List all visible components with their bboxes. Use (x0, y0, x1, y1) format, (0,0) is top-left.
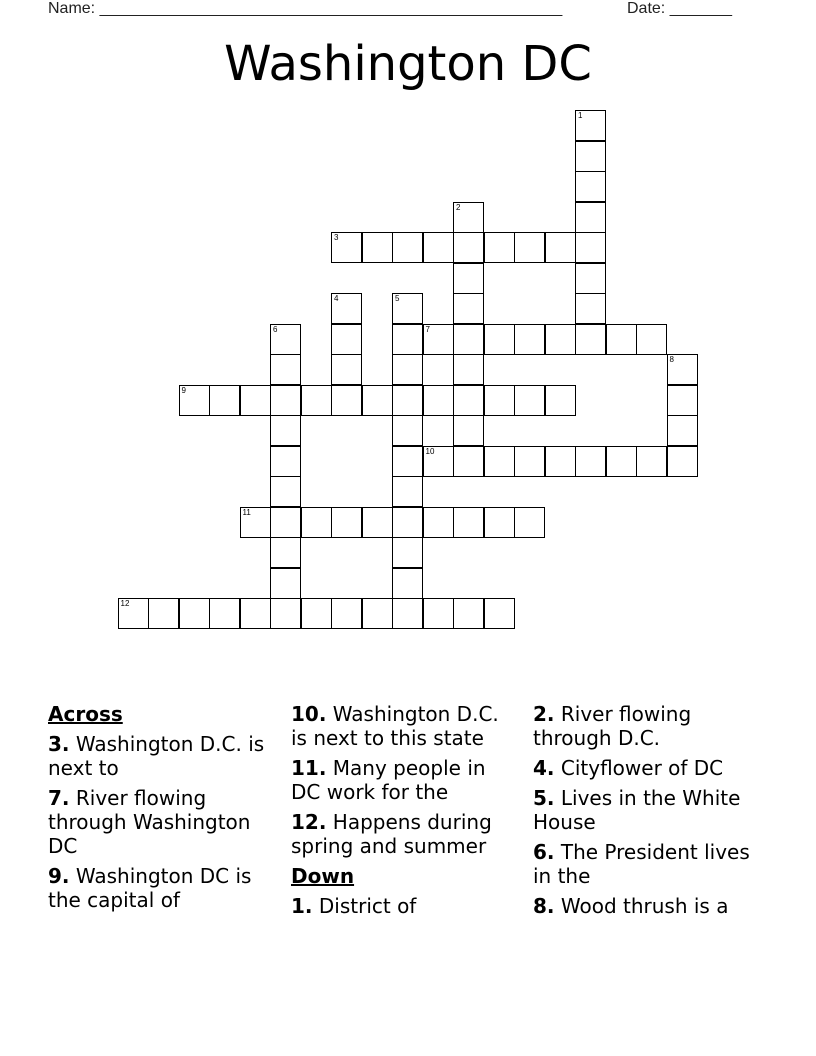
down-clue-5 (533, 786, 763, 834)
grid-cell-10[interactable] (423, 446, 454, 477)
grid-cell[interactable] (331, 354, 362, 385)
grid-cell[interactable] (453, 507, 484, 538)
grid-cell[interactable] (453, 385, 484, 416)
clue-number: 8. (533, 894, 555, 918)
grid-cell[interactable] (392, 446, 423, 477)
grid-cell[interactable] (423, 385, 454, 416)
clue-text: Cityflower of DC (560, 756, 724, 780)
grid-cell[interactable] (331, 598, 362, 629)
across-clue-12 (291, 810, 521, 858)
cell-number: 12 (120, 599, 130, 608)
clue-number: 4. (533, 756, 555, 780)
date-field-label: Date: _______ (627, 0, 732, 17)
grid-cell[interactable] (240, 385, 271, 416)
grid-cell[interactable] (148, 598, 179, 629)
grid-cell[interactable] (667, 385, 698, 416)
page-title: Washington DC (224, 36, 592, 92)
grid-cell[interactable] (667, 446, 698, 477)
cell-number: 9 (181, 385, 186, 395)
grid-cell[interactable] (270, 598, 301, 629)
grid-cell[interactable] (270, 385, 301, 416)
down-clue-6 (533, 840, 763, 888)
grid-cell[interactable] (453, 293, 484, 324)
grid-cell-7[interactable] (423, 324, 454, 355)
grid-cell[interactable] (636, 324, 667, 355)
across-clue-3 (48, 732, 278, 780)
grid-cell[interactable] (575, 446, 606, 477)
grid-cell[interactable] (392, 598, 423, 629)
grid-cell[interactable] (453, 263, 484, 294)
grid-cell[interactable] (392, 476, 423, 507)
clue-column-1 (48, 702, 278, 918)
grid-cell[interactable] (392, 415, 423, 446)
grid-cell[interactable] (270, 507, 301, 538)
grid-cell[interactable] (575, 202, 606, 233)
grid-cell[interactable] (575, 171, 606, 202)
clue-text: Washington D.C. is next to (48, 732, 265, 780)
cell-number: 3 (334, 233, 339, 242)
grid-cell-11[interactable] (240, 507, 271, 538)
clue-number: 9. (48, 864, 70, 888)
grid-cell[interactable] (331, 324, 362, 355)
across-heading: Across (48, 702, 123, 726)
grid-cell[interactable] (606, 446, 637, 477)
grid-cell[interactable] (392, 568, 423, 599)
clue-column-3 (533, 702, 763, 924)
grid-cell[interactable] (301, 385, 332, 416)
grid-cell-3[interactable] (331, 232, 362, 263)
grid-cell[interactable] (301, 598, 332, 629)
grid-cell[interactable] (209, 385, 240, 416)
clue-text: The President lives in the (533, 840, 750, 888)
grid-cell[interactable] (362, 232, 393, 263)
grid-cell[interactable] (453, 324, 484, 355)
clue-number: 11. (291, 756, 327, 780)
clue-text: Washington D.C. is next to this state (291, 702, 499, 750)
grid-cell[interactable] (392, 507, 423, 538)
grid-cell[interactable] (514, 232, 545, 263)
grid-cell[interactable] (331, 507, 362, 538)
grid-cell[interactable] (484, 232, 515, 263)
grid-cell[interactable] (636, 446, 667, 477)
grid-cell[interactable] (484, 598, 515, 629)
grid-cell[interactable] (392, 232, 423, 263)
grid-cell[interactable] (270, 415, 301, 446)
clue-text: District of (318, 894, 417, 918)
grid-cell[interactable] (606, 324, 637, 355)
grid-cell[interactable] (453, 354, 484, 385)
grid-cell[interactable] (362, 507, 393, 538)
down-clue-2 (533, 702, 763, 750)
grid-cell[interactable] (575, 232, 606, 263)
clue-number: 12. (291, 810, 327, 834)
grid-cell[interactable] (484, 507, 515, 538)
grid-cell[interactable] (545, 385, 576, 416)
clue-number: 5. (533, 786, 555, 810)
grid-cell[interactable] (575, 263, 606, 294)
clue-number: 10. (291, 702, 327, 726)
grid-cell[interactable] (453, 446, 484, 477)
cell-number: 11 (242, 507, 251, 517)
grid-cell[interactable] (331, 385, 362, 416)
cell-number: 10 (425, 446, 435, 456)
cell-number: 5 (395, 294, 400, 303)
clue-text: Washington DC is the capital of (48, 864, 252, 912)
clue-text: Lives in the White House (533, 786, 741, 834)
grid-cell[interactable] (484, 324, 515, 355)
grid-cell[interactable] (392, 324, 423, 355)
grid-cell[interactable] (362, 385, 393, 416)
grid-cell-1[interactable] (575, 110, 606, 141)
across-clue-10 (291, 702, 521, 750)
cell-number: 7 (425, 324, 430, 334)
grid-cell[interactable] (453, 598, 484, 629)
grid-cell[interactable] (301, 507, 332, 538)
down-clue-4 (533, 756, 763, 780)
clue-number: 6. (533, 840, 555, 864)
clue-text: Many people in DC work for the (291, 756, 486, 804)
grid-cell[interactable] (484, 385, 515, 416)
grid-cell[interactable] (392, 537, 423, 568)
clue-number: 3. (48, 732, 70, 756)
grid-cell[interactable] (545, 324, 576, 355)
clue-number: 2. (533, 702, 555, 726)
grid-cell[interactable] (545, 232, 576, 263)
cell-number: 2 (456, 202, 461, 212)
grid-cell[interactable] (575, 293, 606, 324)
grid-cell[interactable] (514, 507, 545, 538)
grid-cell-4[interactable] (331, 293, 362, 324)
clue-column-2 (291, 702, 521, 924)
clue-text: River flowing through Washington DC (48, 786, 251, 858)
across-clue-11 (291, 756, 521, 804)
grid-cell-8[interactable] (667, 354, 698, 385)
grid-cell[interactable] (514, 446, 545, 477)
grid-cell[interactable] (514, 385, 545, 416)
grid-cell[interactable] (270, 446, 301, 477)
grid-cell[interactable] (575, 141, 606, 172)
grid-cell[interactable] (240, 598, 271, 629)
grid-cell[interactable] (362, 598, 393, 629)
grid-cell[interactable] (514, 324, 545, 355)
cell-number: 8 (669, 355, 674, 364)
grid-cell[interactable] (667, 415, 698, 446)
grid-cell[interactable] (423, 232, 454, 263)
across-clue-9 (48, 864, 278, 912)
grid-cell-6[interactable] (270, 324, 301, 355)
grid-cell[interactable] (423, 598, 454, 629)
grid-cell[interactable] (392, 385, 423, 416)
down-clue-1 (291, 894, 521, 918)
grid-cell[interactable] (179, 598, 210, 629)
down-heading: Down (291, 864, 355, 888)
grid-cell[interactable] (270, 568, 301, 599)
grid-cell[interactable] (270, 476, 301, 507)
grid-cell-5[interactable] (392, 293, 423, 324)
name-field-label: Name: ____________________________________________________ (48, 0, 563, 17)
clue-number: 7. (48, 786, 70, 810)
grid-cell[interactable] (453, 232, 484, 263)
across-clue-7 (48, 786, 278, 858)
clue-number: 1. (291, 894, 313, 918)
clue-text: Happens during spring and summer (291, 810, 492, 858)
clue-text: Wood thrush is a (560, 894, 729, 918)
grid-cell[interactable] (545, 446, 576, 477)
grid-cell[interactable] (270, 354, 301, 385)
clue-text: River flowing through D.C. (533, 702, 692, 750)
grid-cell-9[interactable] (179, 385, 210, 416)
cell-number: 1 (578, 111, 583, 120)
grid-cell[interactable] (575, 324, 606, 355)
grid-cell[interactable] (270, 537, 301, 568)
down-clue-8 (533, 894, 763, 918)
cell-number: 6 (273, 324, 278, 334)
cell-number: 4 (334, 294, 339, 303)
grid-cell[interactable] (209, 598, 240, 629)
grid-cell-2[interactable] (453, 202, 484, 233)
grid-cell[interactable] (423, 507, 454, 538)
grid-cell-12[interactable] (118, 598, 149, 629)
grid-cell[interactable] (392, 354, 423, 385)
grid-cell[interactable] (484, 446, 515, 477)
grid-cell[interactable] (453, 415, 484, 446)
